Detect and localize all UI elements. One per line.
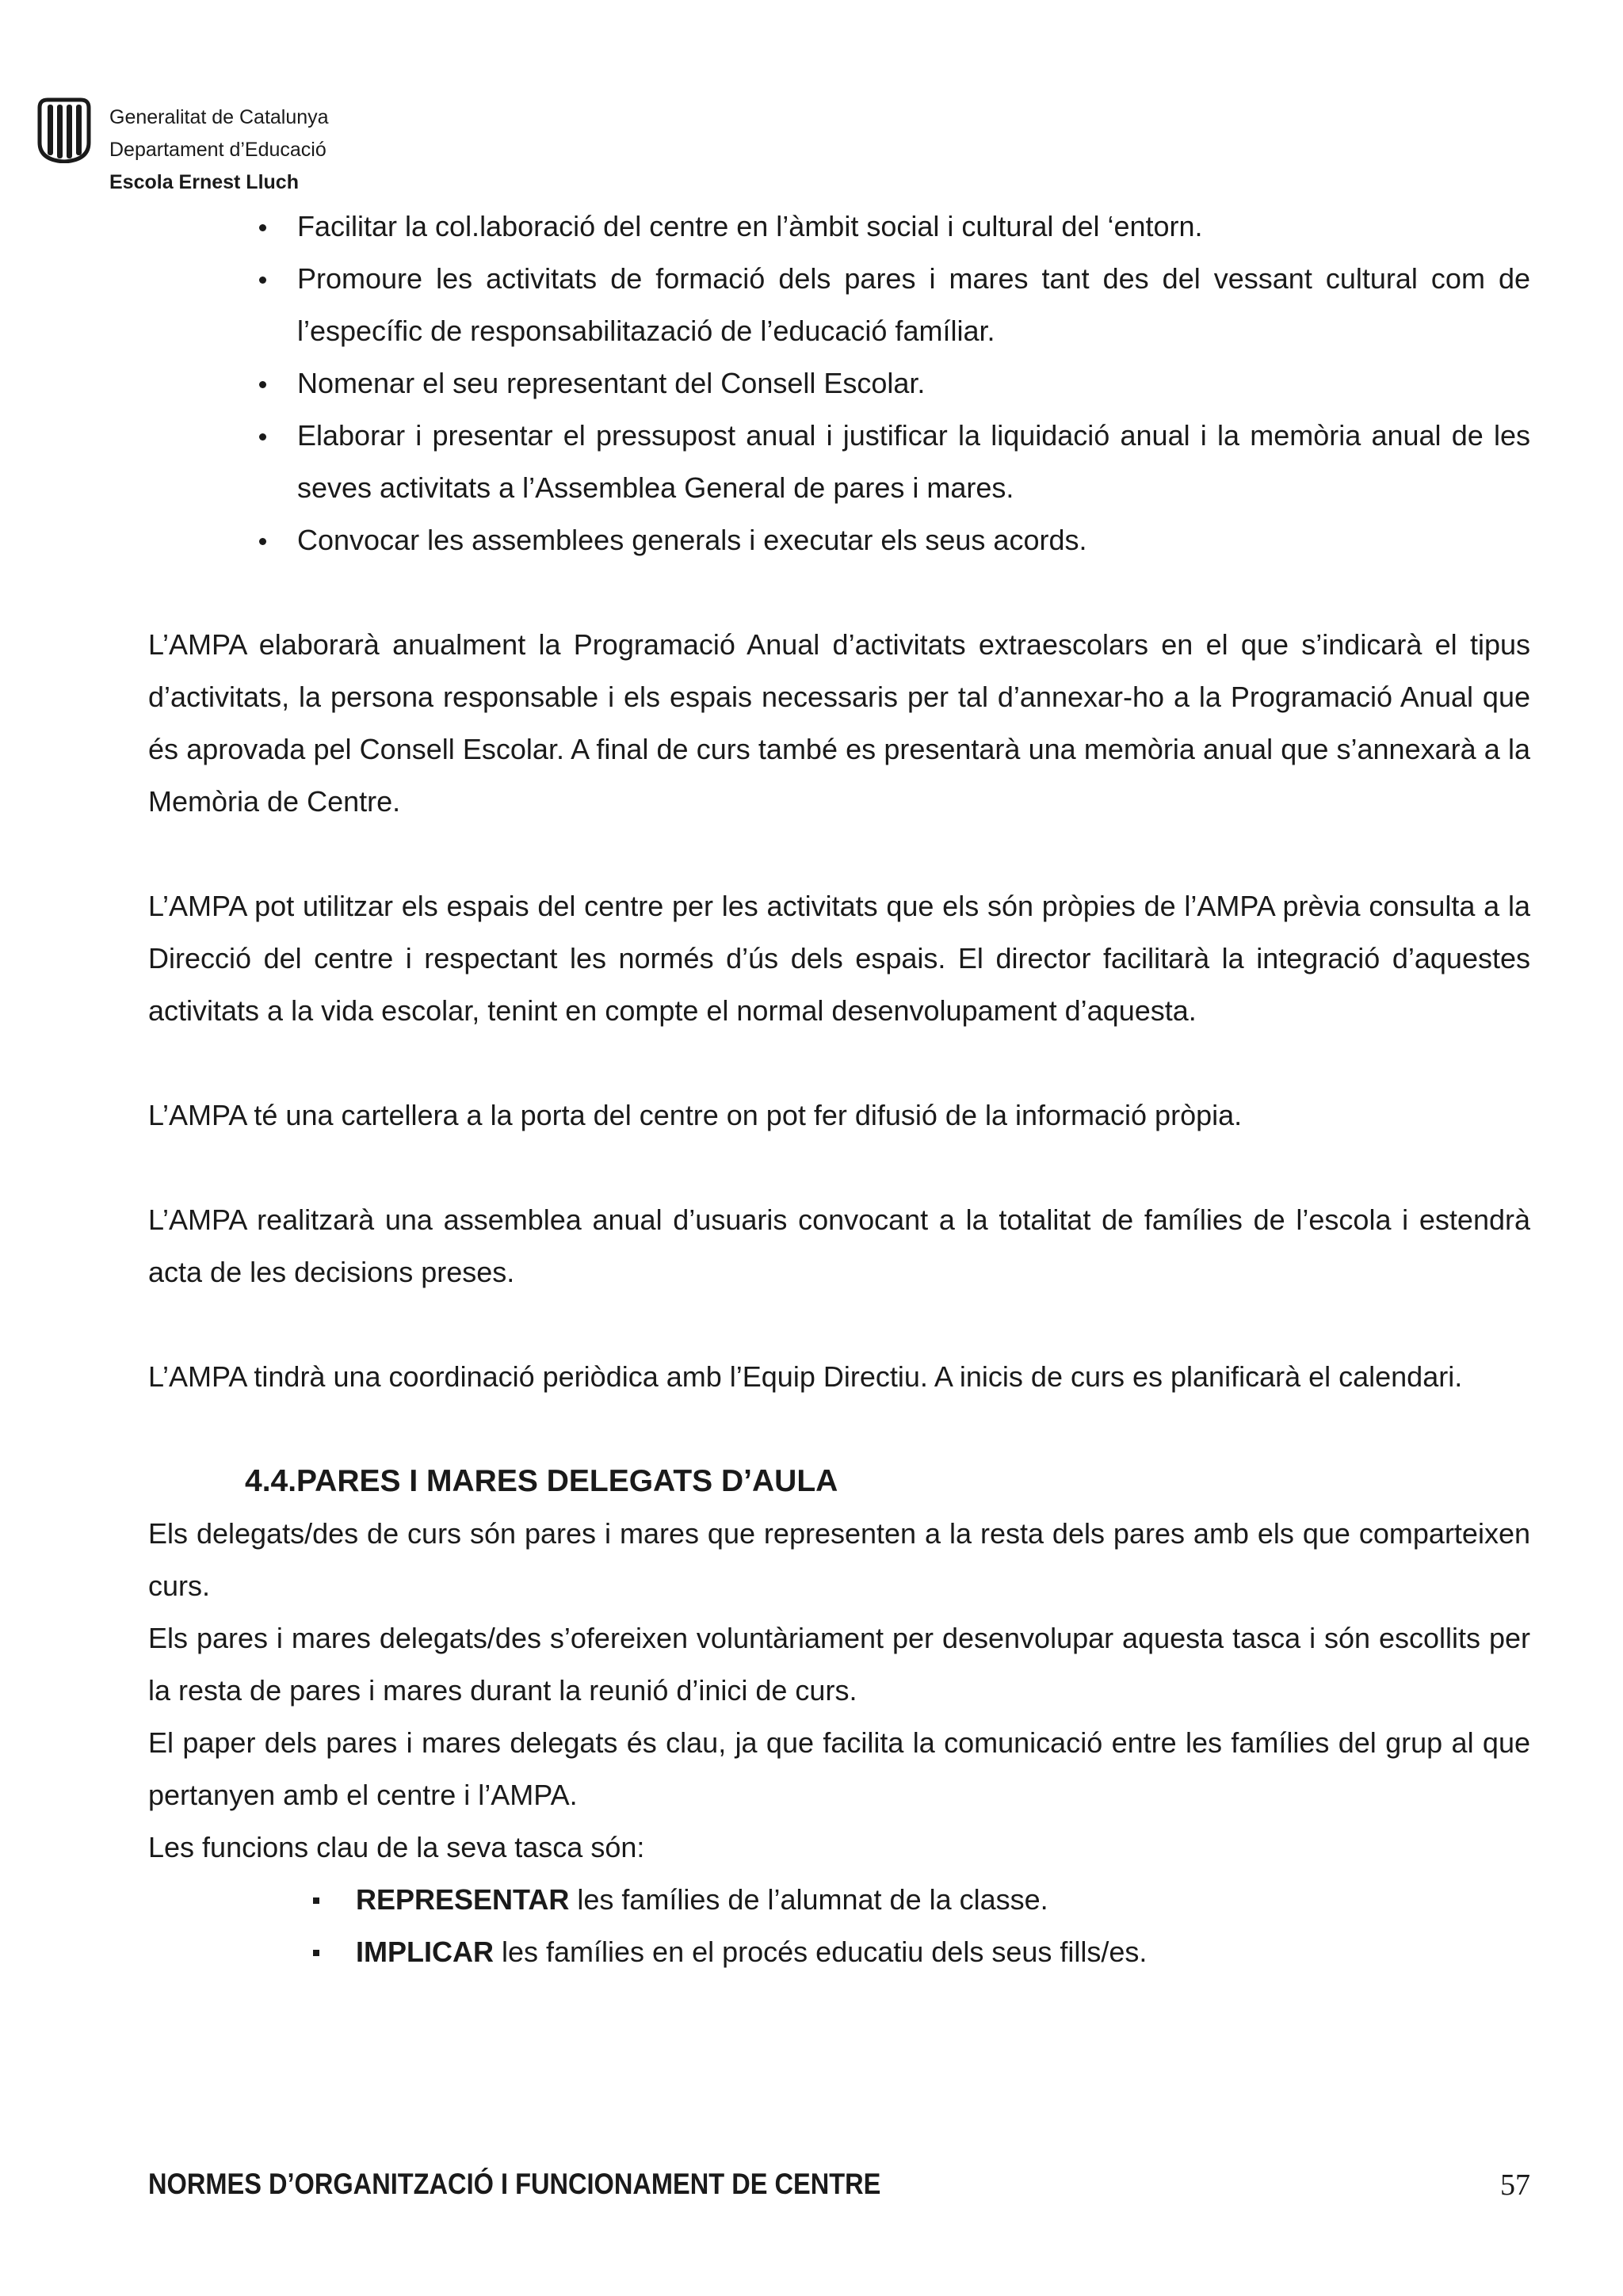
ampa-functions-list xyxy=(148,200,1530,566)
paragraph-noticeboard: L’AMPA té una cartellera a la porta del centre on pot fer difusió de la informació pròpia. xyxy=(148,1099,1243,1131)
page-number: 57 xyxy=(1500,2168,1530,2202)
section-heading: 4.4.PARES I MARES DELEGATS D’AULA xyxy=(245,1464,838,1498)
list-item: Elaborar i presentar el pressupost anual i justificar la liquidació anual i la memòria anual de les seves activitats a l’Assemblea General de pares i mares. xyxy=(297,410,1530,514)
section-line: Els pares i mares delegats/des s’ofereixen voluntàriament per desenvolupar aquesta tasca i són escollits per la resta de pares i mares durant la reunió d’inici de curs. xyxy=(148,1622,1530,1707)
function-text: les famílies de l’alumnat de la classe. xyxy=(569,1883,1048,1916)
paragraph-use-of-spaces: L’AMPA pot utilitzar els espais del centre per les activitats que els són pròpies de l’AMPA prèvia consulta a la Direcció del centre i respectant les normés d’ús dels espais. El director facilitarà la integració d’aquestes activitats a la vida escolar, tenint en compte el normal desenvolupament d’aquesta. xyxy=(148,890,1530,1027)
footer-title: NORMES D’ORGANITZACIÓ I FUNCIONAMENT DE CENTRE xyxy=(148,2168,881,2200)
delegate-functions-list xyxy=(148,1874,1530,1978)
page-footer xyxy=(148,2168,1530,2207)
header-text-block xyxy=(109,101,329,199)
function-keyword: IMPLICAR xyxy=(356,1936,494,1968)
paragraph-annual-assembly: L’AMPA realitzarà una assemblea anual d’usuaris convocant a la totalitat de famílies de l’escola i estendrà acta de les decisions preses. xyxy=(148,1203,1530,1288)
list-item: Promoure les activitats de formació dels pares i mares tant des del vessant cultural com de l’específic de responsabilitazació de l’educació famíliar. xyxy=(297,253,1530,357)
list-item xyxy=(356,1874,1530,1926)
paragraph-annual-programming: L’AMPA elaborarà anualment la Programació Anual d’activitats extraescolars en el que s’indicarà el tipus d’activitats, la persona responsable i els espais necessaris per tal d’annexar-ho a la Programació Anual que és aprovada pel Consell Escolar. A final de curs també es presentarà una memòria anual que s’annexarà a la Memòria de Centre. xyxy=(148,628,1530,818)
generalitat-stripes-logo-icon xyxy=(36,97,92,163)
document-body xyxy=(148,200,1530,1978)
function-keyword: REPRESENTAR xyxy=(356,1883,570,1916)
header-org: Generalitat de Catalunya xyxy=(109,106,329,128)
list-item: Facilitar la col.laboració del centre en l’àmbit social i cultural del ‘entorn. xyxy=(297,200,1530,253)
function-text: les famílies en el procés educatiu dels seus fills/es. xyxy=(494,1936,1148,1968)
list-item: Nomenar el seu representant del Consell Escolar. xyxy=(297,357,1530,410)
header-department: Departament d’Educació xyxy=(109,139,327,161)
list-item: Convocar les assemblees generals i executar els seus acords. xyxy=(297,514,1530,566)
header-school: Escola Ernest Lluch xyxy=(109,171,299,193)
section-line: El paper dels pares i mares delegats és clau, ja que facilita la comunicació entre les famílies del grup al que pertanyen amb el centre i l’AMPA. xyxy=(148,1726,1530,1811)
list-item xyxy=(356,1926,1530,1978)
section-line: Les funcions clau de la seva tasca són: xyxy=(148,1831,645,1863)
section-line: Els delegats/des de curs són pares i mares que representen a la resta dels pares amb els que comparteixen curs. xyxy=(148,1517,1530,1602)
paragraph-coordination: L’AMPA tindrà una coordinació periòdica amb l’Equip Directiu. A inicis de curs es planificarà el calendari. xyxy=(148,1360,1463,1393)
